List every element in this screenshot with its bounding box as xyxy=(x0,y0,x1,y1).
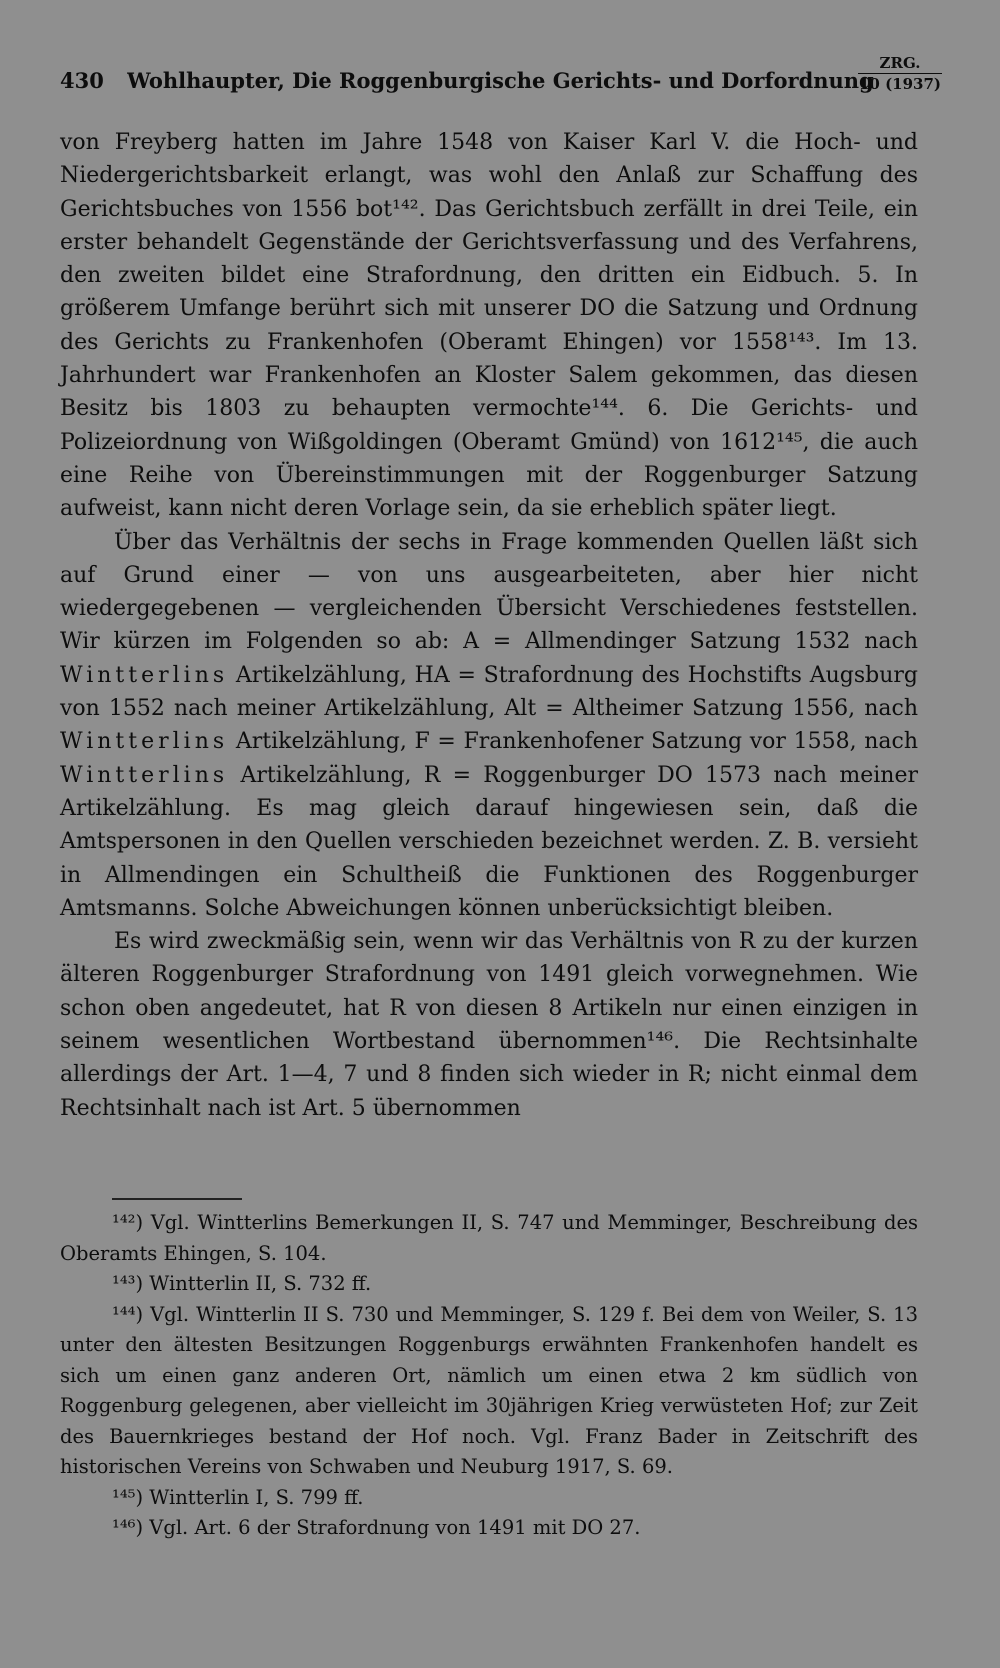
paragraph-text: Artikelzählung, F = Frankenhofener Satzung vor 1558, nach xyxy=(228,729,918,755)
body-text xyxy=(60,126,918,1125)
page-header xyxy=(60,54,942,106)
running-title: Wohlhaupter, Die Roggenburgische Gerichts- und Dorfordnung xyxy=(127,68,874,93)
footnote: ¹⁴⁴) Vgl. Wintterlin II S. 730 und Memminger, S. 129 f. Bei dem von Weiler, S. 13 unter den ältesten Besitzungen Roggenburgs erwähnten Frankenhofen handelt es sich um einen ganz anderen Ort, nämlich um einen etwa 2 km südlich von Roggenburg gelegenen, aber vielleicht im 30jährigen Krieg verwüsteten Hof; zur Zeit des Bauernkrieges bestand der Hof noch. Vgl. Franz Bader in Zeitschrift des historischen Vereins von Schwaben und Neuburg 1917, S. 69. xyxy=(60,1302,918,1478)
footnote: ¹⁴³) Wintterlin II, S. 732 ff. xyxy=(112,1272,372,1295)
footnote: ¹⁴⁶) Vgl. Art. 6 der Strafordnung von 1491 mit DO 27. xyxy=(112,1516,641,1539)
paragraph-text: Artikelzählung, HA = Strafordnung des Hochstifts Augsburg von 1552 nach meiner Artikelzählung, Alt = Altheimer Satzung 1556, nach xyxy=(60,662,918,722)
body-paragraph: von Freyberg hatten im Jahre 1548 von Kaiser Karl V. die Hoch- und Niedergerichtsbarkeit erlangt, was wohl den Anlaß zur Schaffung des Gerichtsbuches von 1556 bot¹⁴². Das Gerichtsbuch zerfällt in drei Teile, ein erster behandelt Gegenstände der Gerichtsverfassung und des Verfahrens, den zweiten bildet eine Strafordnung, den dritten ein Eidbuch. 5. In größerem Umfange berührt sich mit unserer DO die Satzung und Ordnung des Gerichts zu Frankenhofen (Oberamt Ehingen) vor 1558¹⁴³. Im 13. Jahrhundert war Frankenhofen an Kloster Salem gekommen, das diesen Besitz bis 1803 zu behaupten vermochte¹⁴⁴. 6. Die Gerichts- und Polizeiordnung von Wißgoldingen (Oberamt Gmünd) von 1612¹⁴⁵, die auch eine Reihe von Übereinstimmungen mit der Roggenburger Satzung aufweist, kann nicht deren Vorlage sein, da sie erheblich später liegt. xyxy=(60,130,918,522)
author-name: Wintterlins xyxy=(60,662,229,688)
paragraph-text: Artikelzählung, R = Roggenburger DO 1573 nach meiner Artikelzählung. Es mag gleich darauf hingewiesen sein, daß die Amtspersonen in den Quellen verschieden bezeichnet werden. Z. B. versieht in Allmendingen ein Schultheiß die Funktionen des Roggenburger Amtsmanns. Solche Abweichungen können unberücksichtigt bleiben. xyxy=(60,762,918,921)
footnotes xyxy=(60,1208,918,1544)
body-paragraph xyxy=(60,526,918,926)
page-number: 430 xyxy=(60,68,104,93)
author-name: Wintterlins xyxy=(60,729,229,755)
footnote: ¹⁴²) Vgl. Wintterlins Bemerkungen II, S. 747 und Memminger, Beschreibung des Oberamts Ehingen, S. 104. xyxy=(60,1211,918,1265)
paragraph-text: Über das Verhältnis der sechs in Frage kommenden Quellen läßt sich auf Grund einer — von uns ausgearbeiteten, aber hier nicht wiedergegebenen — vergleichenden Übersicht Verschiedenes feststellen. Wir kürzen im Folgenden so ab: A = Allmendinger Satzung 1532 nach xyxy=(60,529,918,655)
citation-volume: 10 (1937) xyxy=(858,75,942,93)
author-name: Wintterlins xyxy=(60,762,229,788)
footnote-divider xyxy=(112,1198,242,1200)
journal-citation xyxy=(858,54,942,93)
citation-abbrev: ZRG. xyxy=(858,54,942,74)
body-paragraph: Es wird zweckmäßig sein, wenn wir das Verhältnis von R zu der kurzen älteren Roggenburger Strafordnung von 1491 gleich vorwegnehmen. Wie schon oben angedeutet, hat R von diesen 8 Artikeln nur einen einzigen in seinem wesentlichen Wortbestand übernommen¹⁴⁶. Die Rechtsinhalte allerdings der Art. 1—4, 7 und 8 finden sich wieder in R; nicht einmal dem Rechtsinhalt nach ist Art. 5 übernommen xyxy=(60,929,918,1121)
footnote: ¹⁴⁵) Wintterlin I, S. 799 ff. xyxy=(112,1485,364,1509)
